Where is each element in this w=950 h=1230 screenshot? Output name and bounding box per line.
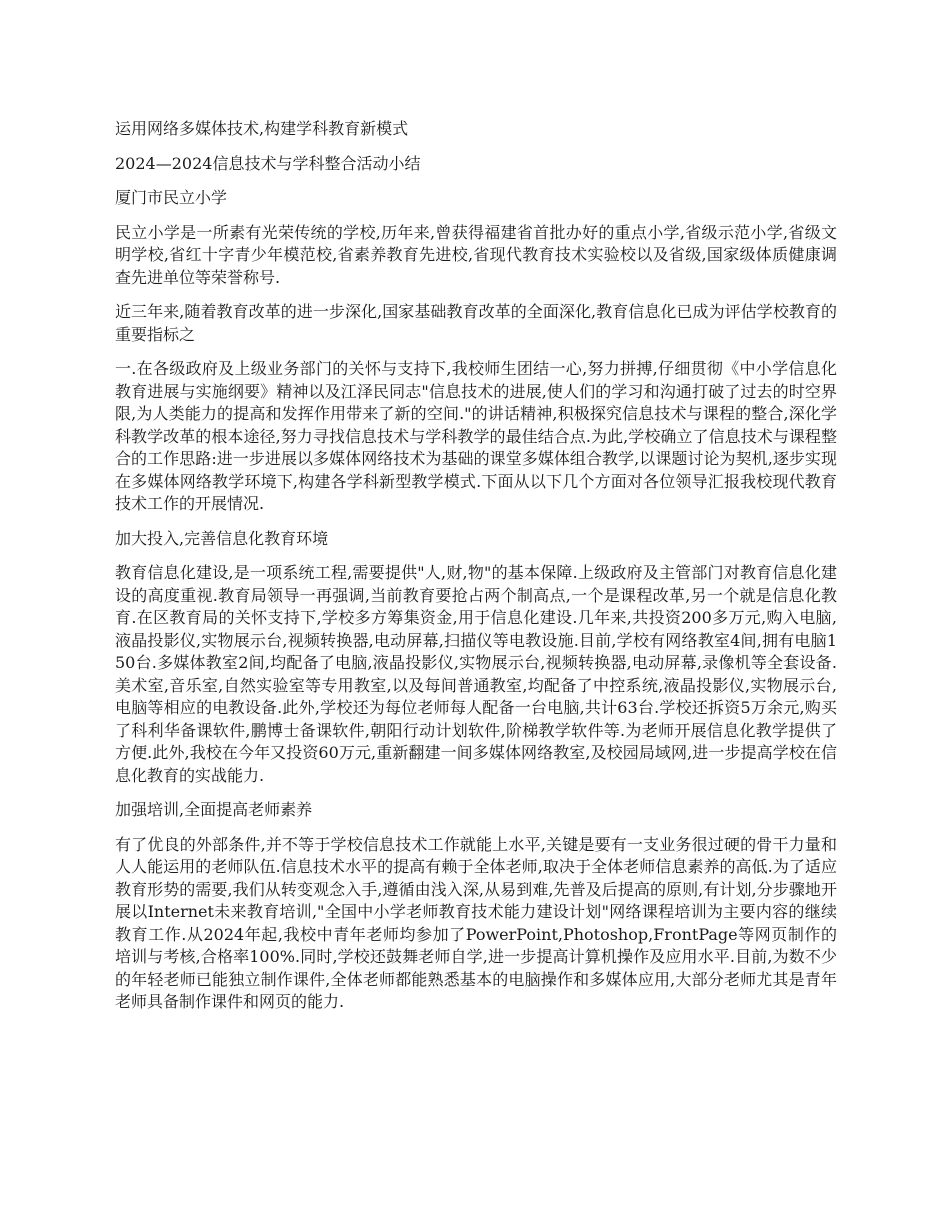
paragraph-intro: 民立小学是一所素有光荣传统的学校,历年来,曾获得福建省首批办好的重点小学,省级示范小学,省级文明学校,省红十字青少年模范校,省素养教育先进校,省现代教育技术实验校以及省级,国家级体质健康调查先进单位等荣誉称号. xyxy=(115,222,837,287)
paragraph-approach: 一.在各级政府及上级业务部门的关怀与支持下,我校师生团结一心,努力拼搏,仔细贯彻《中小学信息化教育进展与实施纲要》精神以及江泽民同志"信息技术的进展,使人们的学习和沟通打破了过去的时空界限,为人类能力的提高和发挥作用带来了新的空间."的讲话精神,积极探究信息技术与课程的整合,深化学科教学改革的根本途径,努力寻找信息技术与学科教学的最佳结合点.为此,学校确立了信息技术与课程整合的工作思路:进一步进展以多媒体网络技术为基础的课堂多媒体组合教学,以课题讨论为契机,逐步实现在多媒体网络教学环境下,构建各学科新型教学模式.下面从以下几个方面对各位领导汇报我校现代教育技术工作的开展情况. xyxy=(115,359,837,513)
paragraph-training: 有了优良的外部条件,并不等于学校信息技术工作就能上水平,关键是要有一支业务很过硬的骨干力量和人人能运用的老师队伍.信息技术水平的提高有赖于全体老师,取决于全体老师信息素养的高低.为了适应教育形势的需要,我们从转变观念入手,遵循由浅入深,从易到难,先普及后提高的原则,有计划,分步骤地开展以Internet未来教育培训,"全国中小学老师教育技术能力建设计划"网络课程培训为主要内容的继续教育工作.从2024年起,我校中青年老师均参加了PowerPoint,Photoshop,FrontPage等网页制作的培训与考核,合格率100%.同时,学校还鼓舞老师自学,进一步提高计算机操作及应用水平.目前,为数不少的年轻老师已能独立制作课件,全体老师都能熟悉基本的电脑操作和多媒体应用,大部分老师尤其是青年老师具备制作课件和网页的能力. xyxy=(115,834,837,1011)
paragraph-background: 近三年来,随着教育改革的进一步深化,国家基础教育改革的全面深化,教育信息化已成为评估学校教育的重要指标之 xyxy=(115,302,837,344)
school-name: 厦门市民立小学 xyxy=(115,188,228,207)
document-page xyxy=(115,118,837,1026)
paragraph-investment: 教育信息化建设,是一项系统工程,需要提供"人,财,物"的基本保障.上级政府及主管部门对教育信息化建设的高度重视.教育局领导一再强调,当前教育要抢占两个制高点,一个是课程改革,另一个就是信息化教育.在区教育局的关怀支持下,学校多方筹集资金,用于信息化建设.几年来,共投资200多万元,购入电脑,液晶投影仪,实物展示台,视频转换器,电动屏幕,扫描仪等电教设施.目前,学校有网络教室4间,拥有电脑150台.多媒体教室2间,均配备了电脑,液晶投影仪,实物展示台,视频转换器,电动屏幕,录像机等全套设备.美术室,音乐室,自然实验室等专用教室,以及每间普通教室,均配备了中控系统,液晶投影仪,实物展示台,电脑等相应的电教设备.此外,学校还为每位老师每人配备一台电脑,共计63台.学校还拆资5万余元,购买了科利华备课软件,鹏博士备课软件,朝阳行动计划软件,阶梯教学软件等.为老师开展信息化教学提供了方便.此外,我校在今年又投资60万元,重新翻建一间多媒体网络教室,及校园局域网,进一步提高学校在信息化教育的实战能力. xyxy=(115,563,837,785)
section-heading-investment: 加大投入,完善信息化教育环境 xyxy=(115,528,329,548)
section-heading-training: 加强培训,全面提高老师素养 xyxy=(115,800,313,819)
document-title: 运用网络多媒体技术,构建学科教育新模式 xyxy=(115,119,409,138)
document-subtitle: 2024—2024信息技术与学科整合活动小结 xyxy=(115,153,421,173)
